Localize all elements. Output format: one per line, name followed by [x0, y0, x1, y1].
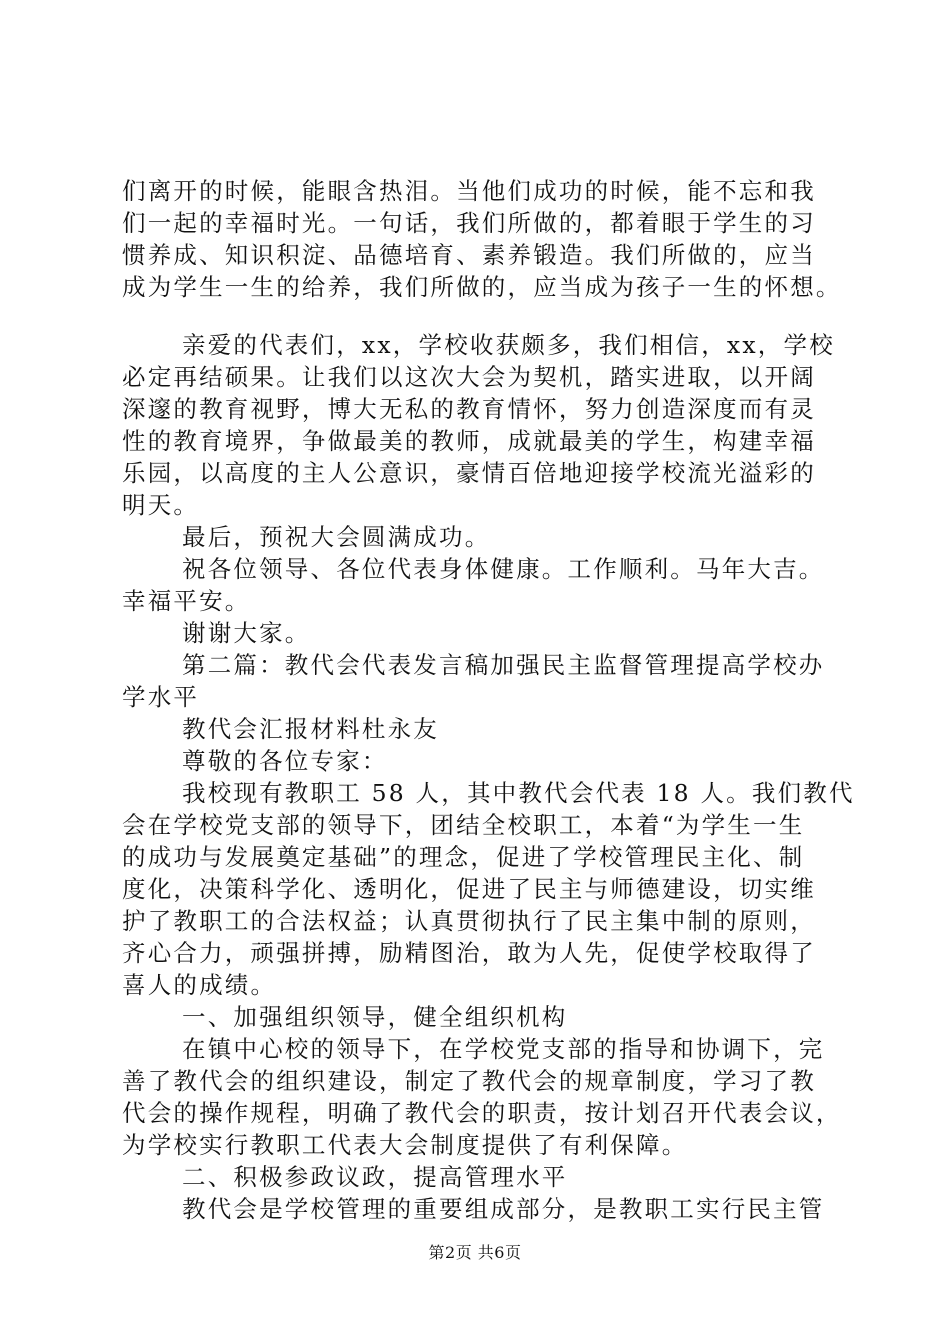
text-line: 惯养成、知识积淀、品德培育、素养锻造。我们所做的，应当 [122, 241, 816, 269]
text-line: 乐园，以高度的主人公意识，豪情百倍地迎接学校流光溢彩的 [122, 459, 816, 487]
text-line: 成为学生一生的给养，我们所做的，应当成为孩子一生的怀想。 [122, 273, 842, 301]
text-line: 的成功与发展奠定基础”的理念，促进了学校管理民主化、制 [122, 843, 805, 871]
text-line: 祝各位领导、各位代表身体健康。工作顺利。马年大吉。 [182, 555, 825, 583]
text-line: 在镇中心校的领导下，在学校党支部的指导和协调下，完 [182, 1035, 825, 1063]
section-heading: 第二篇：教代会代表发言稿加强民主监督管理提高学校办 [182, 651, 825, 679]
text-line: 教代会汇报材料杜永友 [182, 715, 439, 743]
subheading: 二、积极参政议政，提高管理水平 [182, 1163, 568, 1191]
text-line: 亲爱的代表们，xx，学校收获颇多，我们相信，xx，学校 [182, 331, 835, 359]
text-line: 最后，预祝大会圆满成功。 [182, 523, 491, 551]
document-body [122, 175, 855, 1225]
section-heading: 学水平 [122, 683, 200, 711]
text-line: 我校现有教职工 58 人，其中教代会代表 18 人。我们教代 [182, 779, 855, 807]
text-line: 幸福平安。 [122, 587, 251, 615]
salutation: 尊敬的各位专家： [182, 747, 388, 775]
text-line: 明天。 [122, 491, 200, 519]
paragraph-gap [122, 303, 842, 329]
text-line: 们离开的时候，能眼含热泪。当他们成功的时候，能不忘和我 [122, 177, 816, 205]
text-line: 齐心合力，顽强拼搏，励精图治，敢为人先，促使学校取得了 [122, 939, 816, 967]
text-line: 为学校实行教职工代表大会制度提供了有利保障。 [122, 1131, 688, 1159]
text-line: 会在学校党支部的领导下，团结全校职工，本着“为学生一生 [122, 811, 805, 839]
text-line: 度化，决策科学化、透明化，促进了民主与师德建设，切实维 [122, 875, 816, 903]
text-line: 深邃的教育视野，博大无私的教育情怀，努力创造深度而有灵 [122, 395, 816, 423]
text-line: 喜人的成绩。 [122, 971, 277, 999]
subheading: 一、加强组织领导，健全组织机构 [182, 1003, 568, 1031]
text-line: 性的教育境界，争做最美的教师，成就最美的学生，构建幸福 [122, 427, 816, 455]
text-line: 必定再结硕果。让我们以这次大会为契机，踏实进取，以开阔 [122, 363, 816, 391]
page-number-footer: 第2页 共6页 [428, 1243, 522, 1262]
text-line: 善了教代会的组织建设，制定了教代会的规章制度，学习了教 [122, 1067, 816, 1095]
text-line: 教代会是学校管理的重要组成部分，是教职工实行民主管 [182, 1195, 825, 1223]
text-line: 代会的操作规程，明确了教代会的职责，按计划召开代表会议， [122, 1099, 842, 1127]
text-line: 谢谢大家。 [182, 619, 311, 647]
text-line: 护了教职工的合法权益；认真贯彻执行了民主集中制的原则， [122, 907, 816, 935]
text-line: 们一起的幸福时光。一句话，我们所做的，都着眼于学生的习 [122, 209, 816, 237]
